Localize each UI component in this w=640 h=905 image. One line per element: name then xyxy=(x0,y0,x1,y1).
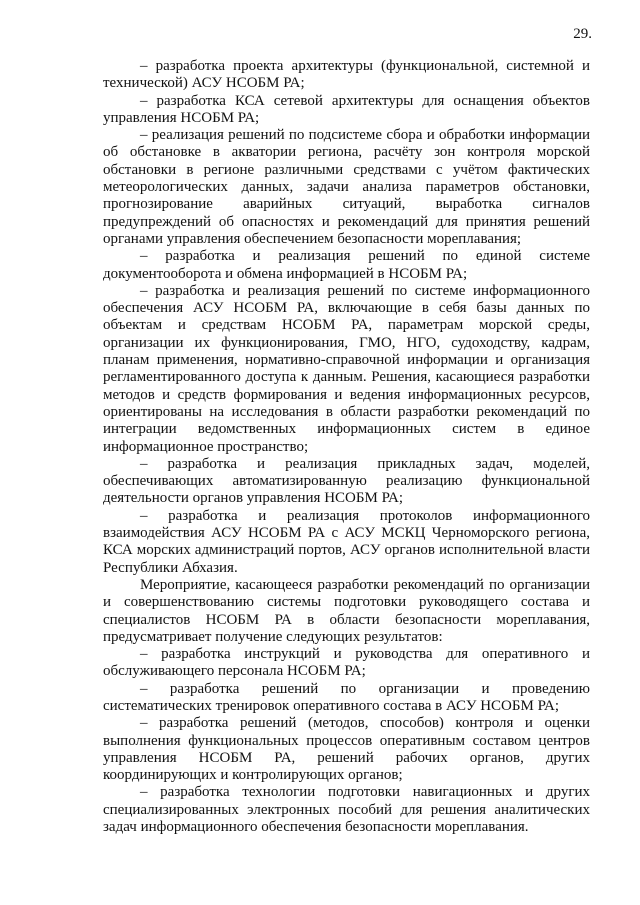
document-body xyxy=(103,58,590,836)
list-item-architecture-project: – разработка проекта архитектуры (функциональной, системной и технической) АСУ НСОБМ РА; xyxy=(103,58,590,92)
list-item-instructions: – разработка инструкций и руководства для оперативного и обслуживающего персонала НСОБМ РА; xyxy=(103,646,590,680)
list-item-document-flow: – разработка и реализация решений по единой системе документооборота и обмена информацией в НСОБМ РА; xyxy=(103,248,590,282)
list-item-ksa-network: – разработка КСА сетевой архитектуры для оснащения объектов управления НСОБМ РА; xyxy=(103,92,590,126)
list-item-trainings: – разработка решений по организации и проведению систематических тренировок оперативного состава в АСУ НСОБМ РА; xyxy=(103,680,590,714)
list-item-control-evaluation: – разработка решений (методов, способов) контроля и оценки выполнения функциональных процессов оперативным составом центров управления НСОБМ РА, решений рабочих органов, других координирующих и контролирующих органов; xyxy=(103,715,590,784)
list-item-interaction-protocols: – разработка и реализация протоколов информационного взаимодействия АСУ НСОБМ РА с АСУ МСКЦ Черноморского региона, КСА морских администраций портов, АСУ органов исполнительной власти Республики Абхазия. xyxy=(103,507,590,576)
list-item-information-support: – разработка и реализация решений по системе информационного обеспечения АСУ НСОБМ РА, включающие в себя базы данных по объектам и средствам НСОБМ РА, параметрам морской среды, организации их функционирования, ГМО, НГО, судоходству, кадрам, планам применения, нормативно-справочной информации и организация регламентированного доступа к данным. Решения, касающиеся разработки методов и средств формирования и ведения информационных ресурсов, ориентированы на исследования в области разработки рекомендаций по интеграции ведомственных информационных систем в единое информационное пространство; xyxy=(103,282,590,455)
list-item-data-collection-subsystem: – реализация решений по подсистеме сбора и обработки информации об обстановке в акватории региона, расчёту зон контроля морской обстановки в регионе различными средствами с учётом фактических метеорологических данных, задачи анализа параметров обстановки, прогнозирование аварийных ситуаций, выработка сигналов предупреждений об опасностях и рекомендаций для принятия решений органами управления обеспечением безопасности мореплавания; xyxy=(103,127,590,247)
paragraph-training-measure: Мероприятие, касающееся разработки рекомендаций по организации и совершенствованию системы подготовки руководящего состава и специалистов НСОБМ РА в области безопасности мореплавания, предусматривает получение следующих результатов: xyxy=(103,576,590,645)
page-number: 29. xyxy=(573,26,592,42)
list-item-applied-tasks: – разработка и реализация прикладных задач, моделей, обеспечивающих автоматизированную реализацию функциональной деятельности органов управления НСОБМ РА; xyxy=(103,455,590,507)
list-item-navigation-manuals: – разработка технологии подготовки навигационных и других специализированных электронных пособий для решения аналитических задач информационного обеспечения безопасности мореплавания. xyxy=(103,784,590,836)
